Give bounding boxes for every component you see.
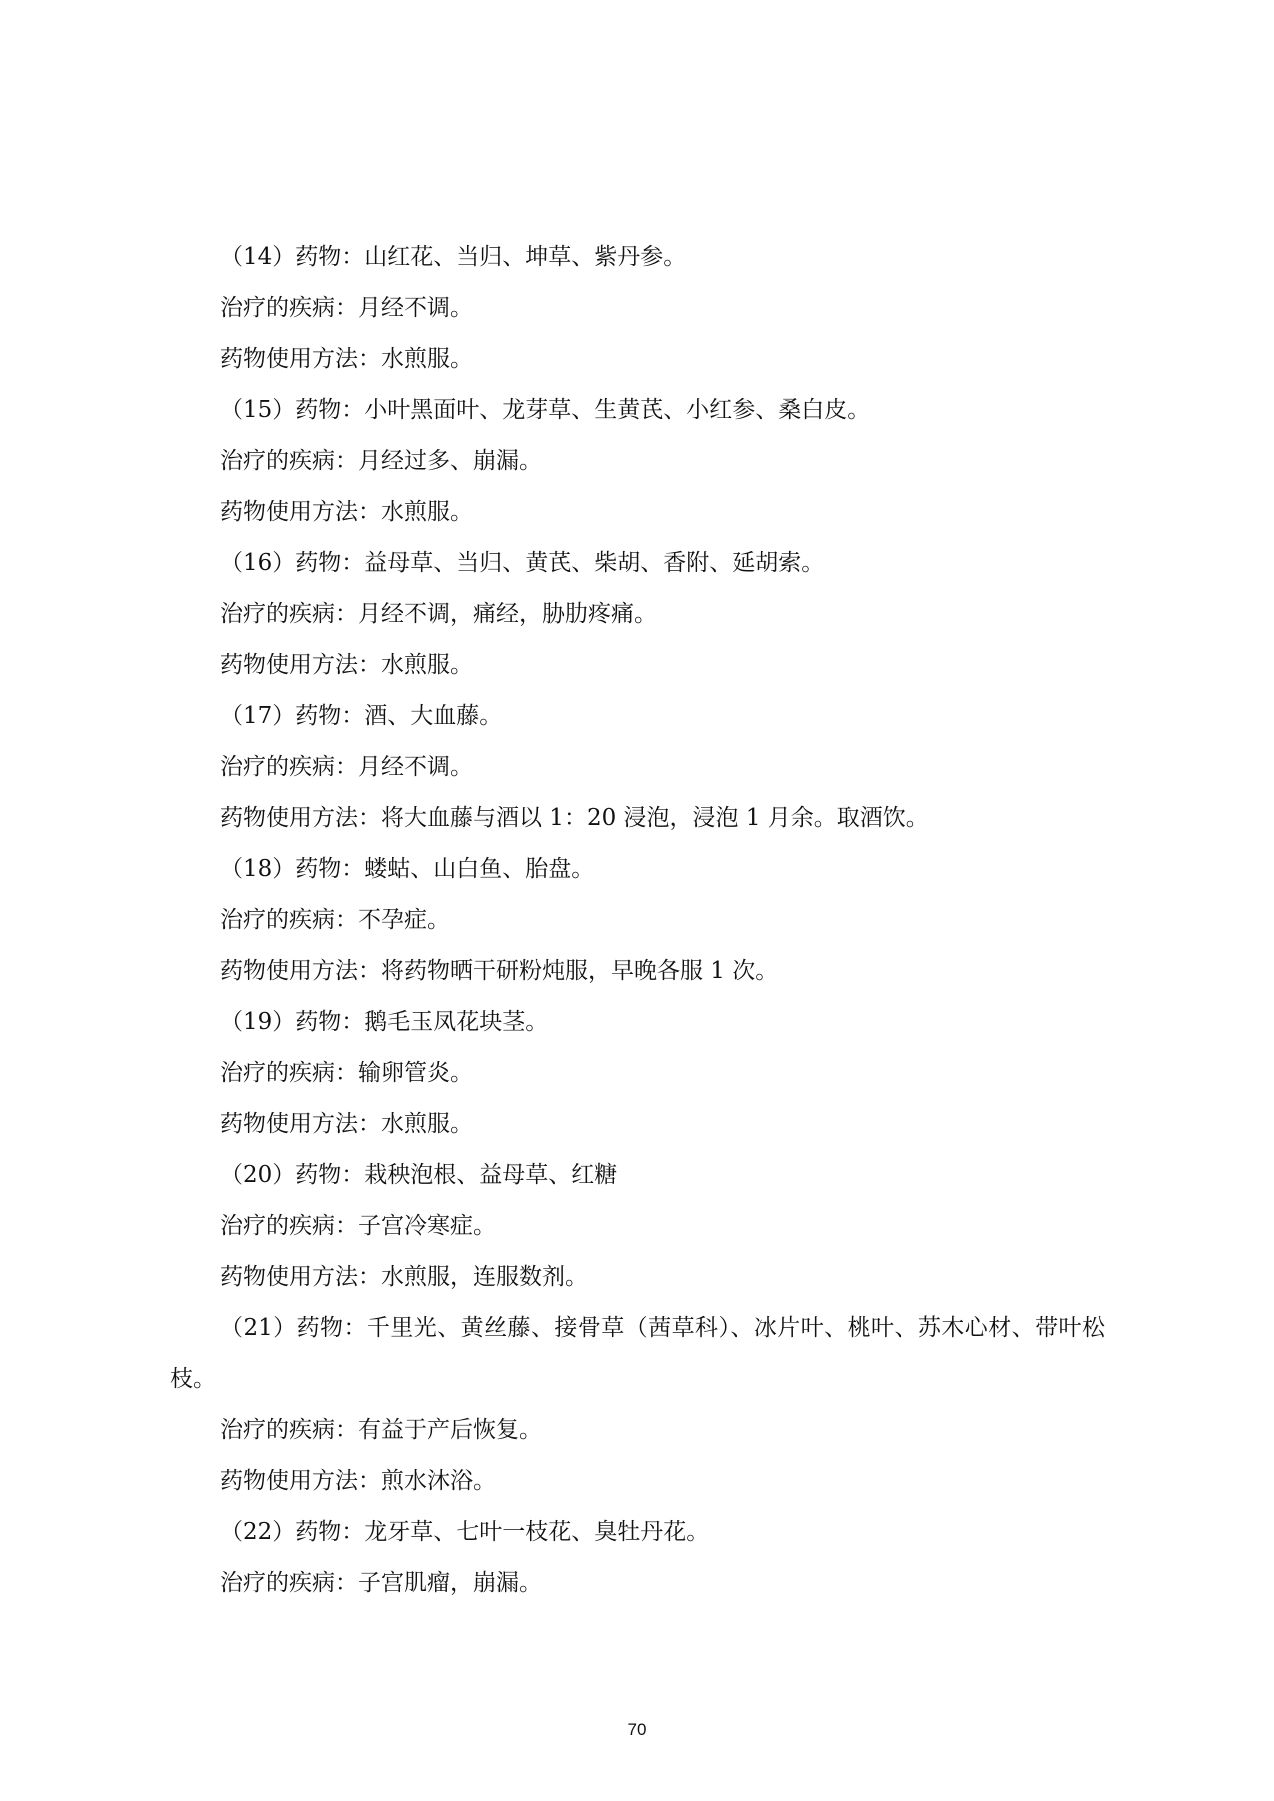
paragraph-entry-19-usage: 药物使用方法：水煎服。 [220,1111,473,1137]
paragraph-entry-17-drugs: （17）药物：酒、大血藤。 [220,703,503,729]
paragraph-entry-15-usage: 药物使用方法：水煎服。 [220,499,473,525]
paragraph-entry-14-drugs: （14）药物：山红花、当归、坤草、紫丹参。 [220,244,687,270]
paragraph-entry-16-usage: 药物使用方法：水煎服。 [220,652,473,678]
paragraph-entry-16-disease: 治疗的疾病：月经不调，痛经，胁肋疼痛。 [220,601,657,627]
paragraph-entry-21-usage: 药物使用方法：煎水沐浴。 [220,1468,496,1494]
paragraph-entry-18-usage: 药物使用方法：将药物晒干研粉炖服，早晚各服 1 次。 [220,958,779,984]
paragraph-entry-22-drugs: （22）药物：龙牙草、七叶一枝花、臭牡丹花。 [220,1519,710,1545]
paragraph-entry-21-drugs: （21）药物：千里光、黄丝藤、接骨草（茜草科）、冰片叶、桃叶、苏木心材、带叶松枝。 [170,1315,1105,1392]
paragraph-entry-14-disease: 治疗的疾病：月经不调。 [220,295,473,321]
paragraph-entry-19-drugs: （19）药物：鹅毛玉凤花块茎。 [220,1009,549,1035]
paragraph-entry-20-usage: 药物使用方法：水煎服，连服数剂。 [220,1264,588,1290]
paragraph-entry-18-disease: 治疗的疾病：不孕症。 [220,907,450,933]
paragraph-entry-17-usage: 药物使用方法：将大血藤与酒以 1：20 浸泡，浸泡 1 月余。取酒饮。 [220,805,929,831]
paragraph-entry-19-disease: 治疗的疾病：输卵管炎。 [220,1060,473,1086]
paragraph-entry-15-disease: 治疗的疾病：月经过多、崩漏。 [220,448,542,474]
document-body [170,232,1105,1609]
paragraph-entry-18-drugs: （18）药物：蝼蛄、山白鱼、胎盘。 [220,856,595,882]
paragraph-entry-21-disease: 治疗的疾病：有益于产后恢复。 [220,1417,542,1443]
paragraph-entry-20-drugs: （20）药物：栽秧泡根、益母草、红糖 [220,1162,618,1188]
paragraph-entry-22-disease: 治疗的疾病：子宫肌瘤，崩漏。 [220,1570,542,1596]
paragraph-entry-15-drugs: （15）药物：小叶黑面叶、龙芽草、生黄芪、小红参、桑白皮。 [220,397,871,423]
page-number: 70 [627,1720,647,1739]
paragraph-entry-17-disease: 治疗的疾病：月经不调。 [220,754,473,780]
paragraph-entry-20-disease: 治疗的疾病：子宫冷寒症。 [220,1213,496,1239]
paragraph-entry-14-usage: 药物使用方法：水煎服。 [220,346,473,372]
paragraph-entry-16-drugs: （16）药物：益母草、当归、黄芪、柴胡、香附、延胡索。 [220,550,825,576]
